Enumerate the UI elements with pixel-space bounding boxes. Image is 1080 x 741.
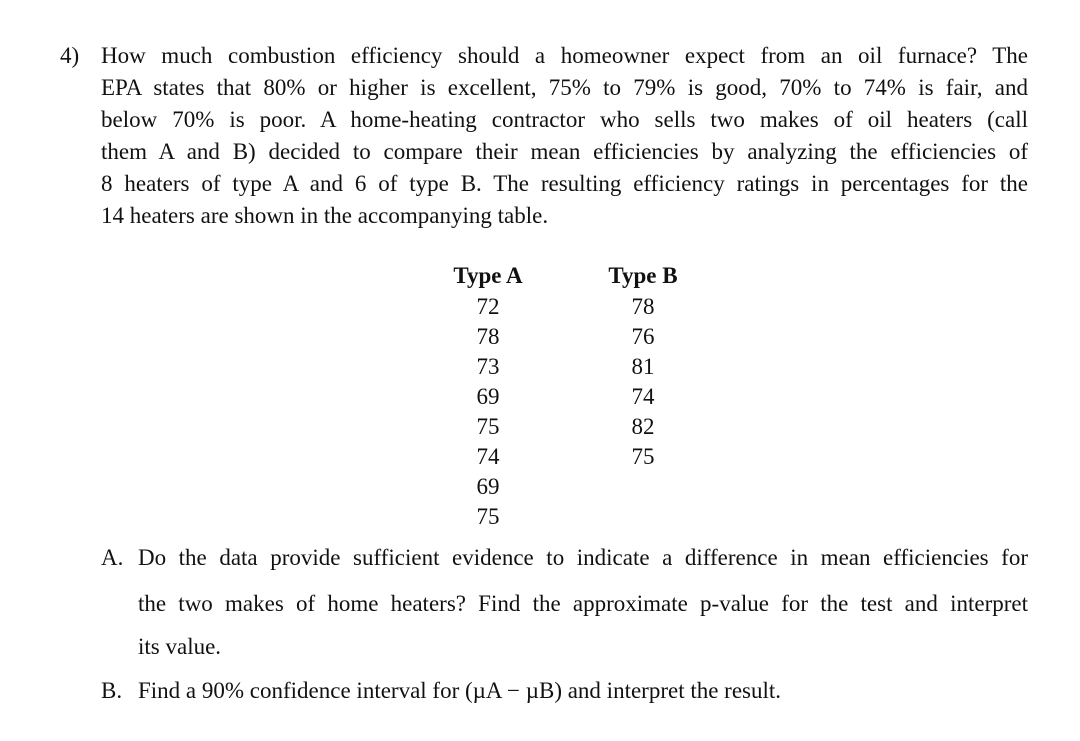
question-text-line: 14 heaters are shown in the accompanying table. <box>101 203 549 228</box>
type-b-value: 74 <box>631 384 655 409</box>
type-b-value: 76 <box>631 324 655 349</box>
type-a-value: 78 <box>476 324 500 349</box>
type-a-value: 69 <box>476 474 500 499</box>
type-a-value: 74 <box>476 444 500 469</box>
part-b-text-line: Find a 90% confidence interval for (µA − µB) and interpret the result. <box>138 678 782 703</box>
part-a-text-line: its value. <box>138 634 222 659</box>
type-a-value: 72 <box>476 294 500 319</box>
type-a-header: Type A <box>453 263 523 288</box>
type-a-column <box>433 260 543 532</box>
question-number: 4) <box>60 43 80 68</box>
type-a-value: 69 <box>476 384 500 409</box>
type-b-header: Type B <box>608 263 678 288</box>
question-text-line: 8 heaters of type A and 6 of type B. The resulting efficiency ratings in percentages for the <box>101 171 1028 196</box>
part-b-letter: B. <box>101 678 123 703</box>
part-a-text-line: the two makes of home heaters? Find the approximate p-value for the test and interpret <box>138 591 1028 616</box>
question-text-line: EPA states that 80% or higher is excellent, 75% to 79% is good, 70% to 74% is fair, and <box>101 75 1028 100</box>
type-b-value: 81 <box>631 354 655 379</box>
question-text-line: below 70% is poor. A home-heating contractor who sells two makes of oil heaters (call <box>101 107 1028 132</box>
part-a-text-line: Do the data provide sufficient evidence to indicate a difference in mean efficiencies for <box>138 545 1028 570</box>
type-b-value: 78 <box>631 294 655 319</box>
type-b-column <box>588 260 698 472</box>
type-a-value: 73 <box>476 354 500 379</box>
question-text-line: them A and B) decided to compare their mean efficiencies by analyzing the efficiencies of <box>101 139 1028 164</box>
type-a-value: 75 <box>476 504 500 529</box>
type-a-value: 75 <box>476 414 500 439</box>
question-text-line: How much combustion efficiency should a homeowner expect from an oil furnace? The <box>101 43 1028 68</box>
part-a-letter: A. <box>101 545 124 570</box>
type-b-value: 82 <box>631 414 655 439</box>
type-b-value: 75 <box>631 444 655 469</box>
